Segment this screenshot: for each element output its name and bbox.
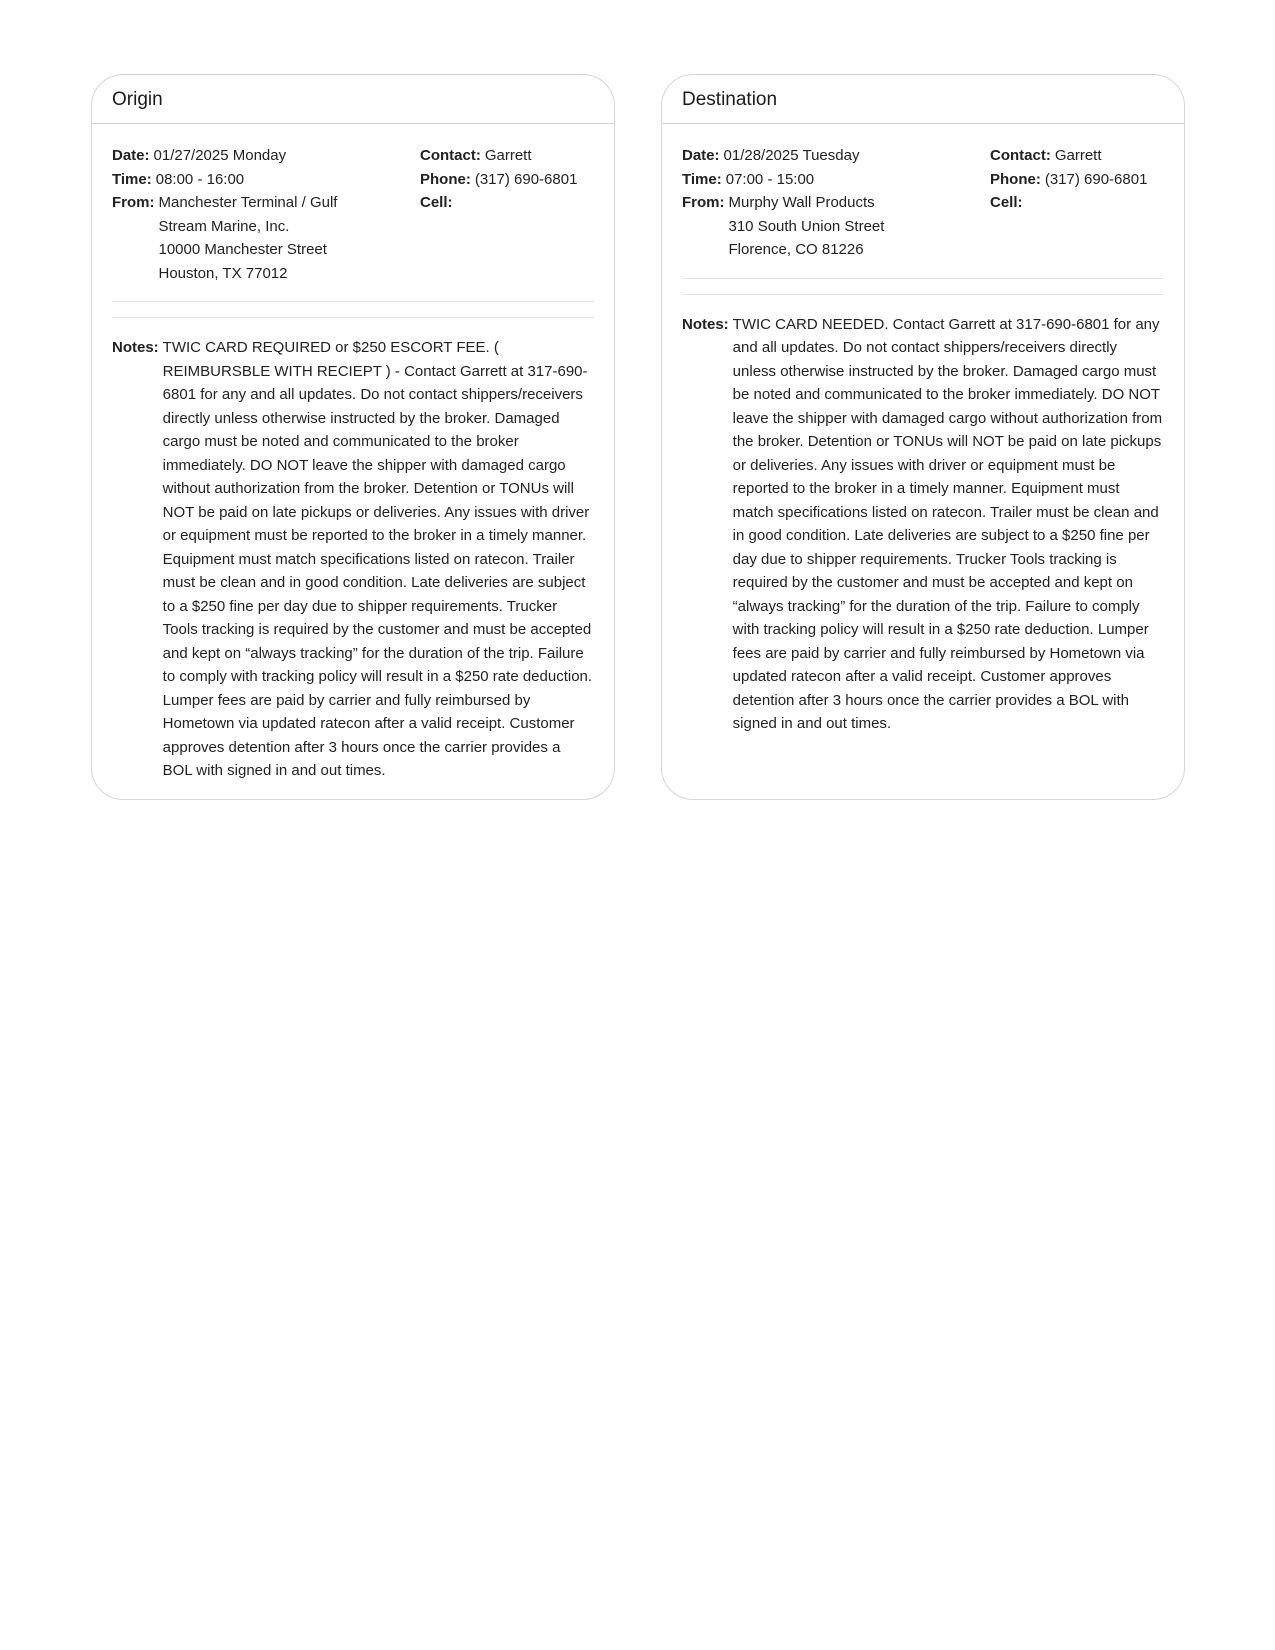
origin-contact-label: Contact: [420, 147, 481, 164]
destination-phone-label: Phone: [990, 170, 1041, 188]
origin-date-value: 01/27/2025 Monday [153, 147, 287, 164]
destination-time-value: 07:00 - 15:00 [725, 170, 815, 188]
destination-contact-value: Garrett [1054, 147, 1102, 164]
destination-contact-row [990, 144, 1164, 168]
origin-phone-row [420, 168, 594, 192]
destination-title: Destination [662, 75, 1184, 124]
divider [112, 317, 594, 318]
origin-from-label: From: [112, 194, 155, 211]
destination-time-row [682, 168, 990, 192]
origin-cell-row [420, 191, 594, 215]
origin-date-row [112, 144, 420, 168]
origin-notes-text: TWIC CARD REQUIRED or $250 ESCORT FEE. ( REIMBURSBLE WITH RECIEPT ) - Contact Garrett at 317-690-6801 for any and all updates. Do not contact shippers/receivers directly unless otherwise instructed by the broker. Damaged cargo must be noted and communicated to the broker immediately. DO NOT leave the shipper with damaged cargo without authorization from the broker. Detention or TONUs will NOT be paid on late pickups or deliveries. Any issues with driver or equipment must be reported to the broker in a timely manner. Equipment must match specifications listed on ratecon. Trailer must be clean and in good condition. Late deliveries are subject to a $250 fine per day due to shipper requirements. Trucker Tools tracking is required by the customer and must be accepted and kept on “always tracking” for the duration of the trip. Failure to comply with tracking policy will result in a $250 rate deduction. Lumper fees are paid by carrier and fully reimbursed by Hometown via updated ratecon after a valid receipt. Customer approves detention after 3 hours once the carrier provides a BOL with signed in and out times. [162, 339, 593, 779]
origin-contact-row [420, 144, 594, 168]
origin-time-label: Time: [112, 170, 152, 188]
destination-cell-label: Cell: [990, 194, 1023, 211]
divider [682, 278, 1164, 279]
destination-address-line: Florence, CO 81226 [728, 241, 864, 258]
origin-contact-value: Garrett [484, 147, 532, 164]
origin-notes [112, 336, 594, 783]
origin-phone-label: Phone: [420, 170, 471, 188]
origin-notes-label: Notes: [112, 339, 159, 356]
destination-notes [682, 313, 1164, 736]
origin-address-line: Manchester Terminal / Gulf [158, 194, 338, 211]
destination-card [661, 74, 1185, 800]
destination-notes-text: TWIC CARD NEEDED. Contact Garrett at 317-690-6801 for any and all updates. Do not contact shippers/receivers directly unless otherwise instructed by the broker. Damaged cargo must be noted and communicated to the broker immediately. DO NOT leave the shipper with damaged cargo without authorization from the broker. Detention or TONUs will NOT be paid on late pickups or deliveries. Any issues with driver or equipment must be reported to the broker in a timely manner. Equipment must match specifications listed on ratecon. Trailer must be clean and in good condition. Late deliveries are subject to a $250 fine per day due to shipper requirements. Trucker Tools tracking is required by the customer and must be accepted and kept on “always tracking” for the duration of the trip. Failure to comply with tracking policy will result in a $250 rate deduction. Lumper fees are paid by carrier and fully reimbursed by Hometown via updated ratecon after a valid receipt. Customer approves detention after 3 hours once the carrier provides a BOL with signed in and out times. [732, 315, 1163, 732]
destination-date-label: Date: [682, 147, 720, 164]
destination-cell-row [990, 191, 1164, 215]
destination-address [729, 191, 885, 262]
origin-address [159, 191, 338, 285]
divider [682, 294, 1164, 295]
destination-address-line: Murphy Wall Products [728, 194, 875, 211]
origin-time-row [112, 168, 420, 192]
destination-address-line: 310 South Union Street [728, 217, 885, 235]
origin-address-line: 10000 Manchester Street [158, 241, 327, 258]
destination-from-row [682, 191, 990, 262]
destination-from-label: From: [682, 194, 725, 211]
destination-phone-row [990, 168, 1164, 192]
origin-title: Origin [92, 75, 614, 124]
origin-address-line: Stream Marine, Inc. [158, 217, 290, 235]
origin-phone-value: (317) 690-6801 [474, 170, 578, 188]
destination-time-label: Time: [682, 170, 722, 188]
destination-phone-value: (317) 690-6801 [1044, 170, 1148, 188]
divider [112, 301, 594, 302]
origin-card [91, 74, 615, 800]
origin-time-value: 08:00 - 16:00 [155, 170, 245, 188]
destination-notes-label: Notes: [682, 315, 729, 333]
destination-date-row [682, 144, 990, 168]
destination-date-value: 01/28/2025 Tuesday [723, 147, 860, 164]
origin-from-row [112, 191, 420, 285]
destination-contact-label: Contact: [990, 147, 1051, 164]
origin-address-line: Houston, TX 77012 [158, 264, 288, 282]
origin-cell-label: Cell: [420, 194, 453, 211]
origin-date-label: Date: [112, 147, 150, 164]
